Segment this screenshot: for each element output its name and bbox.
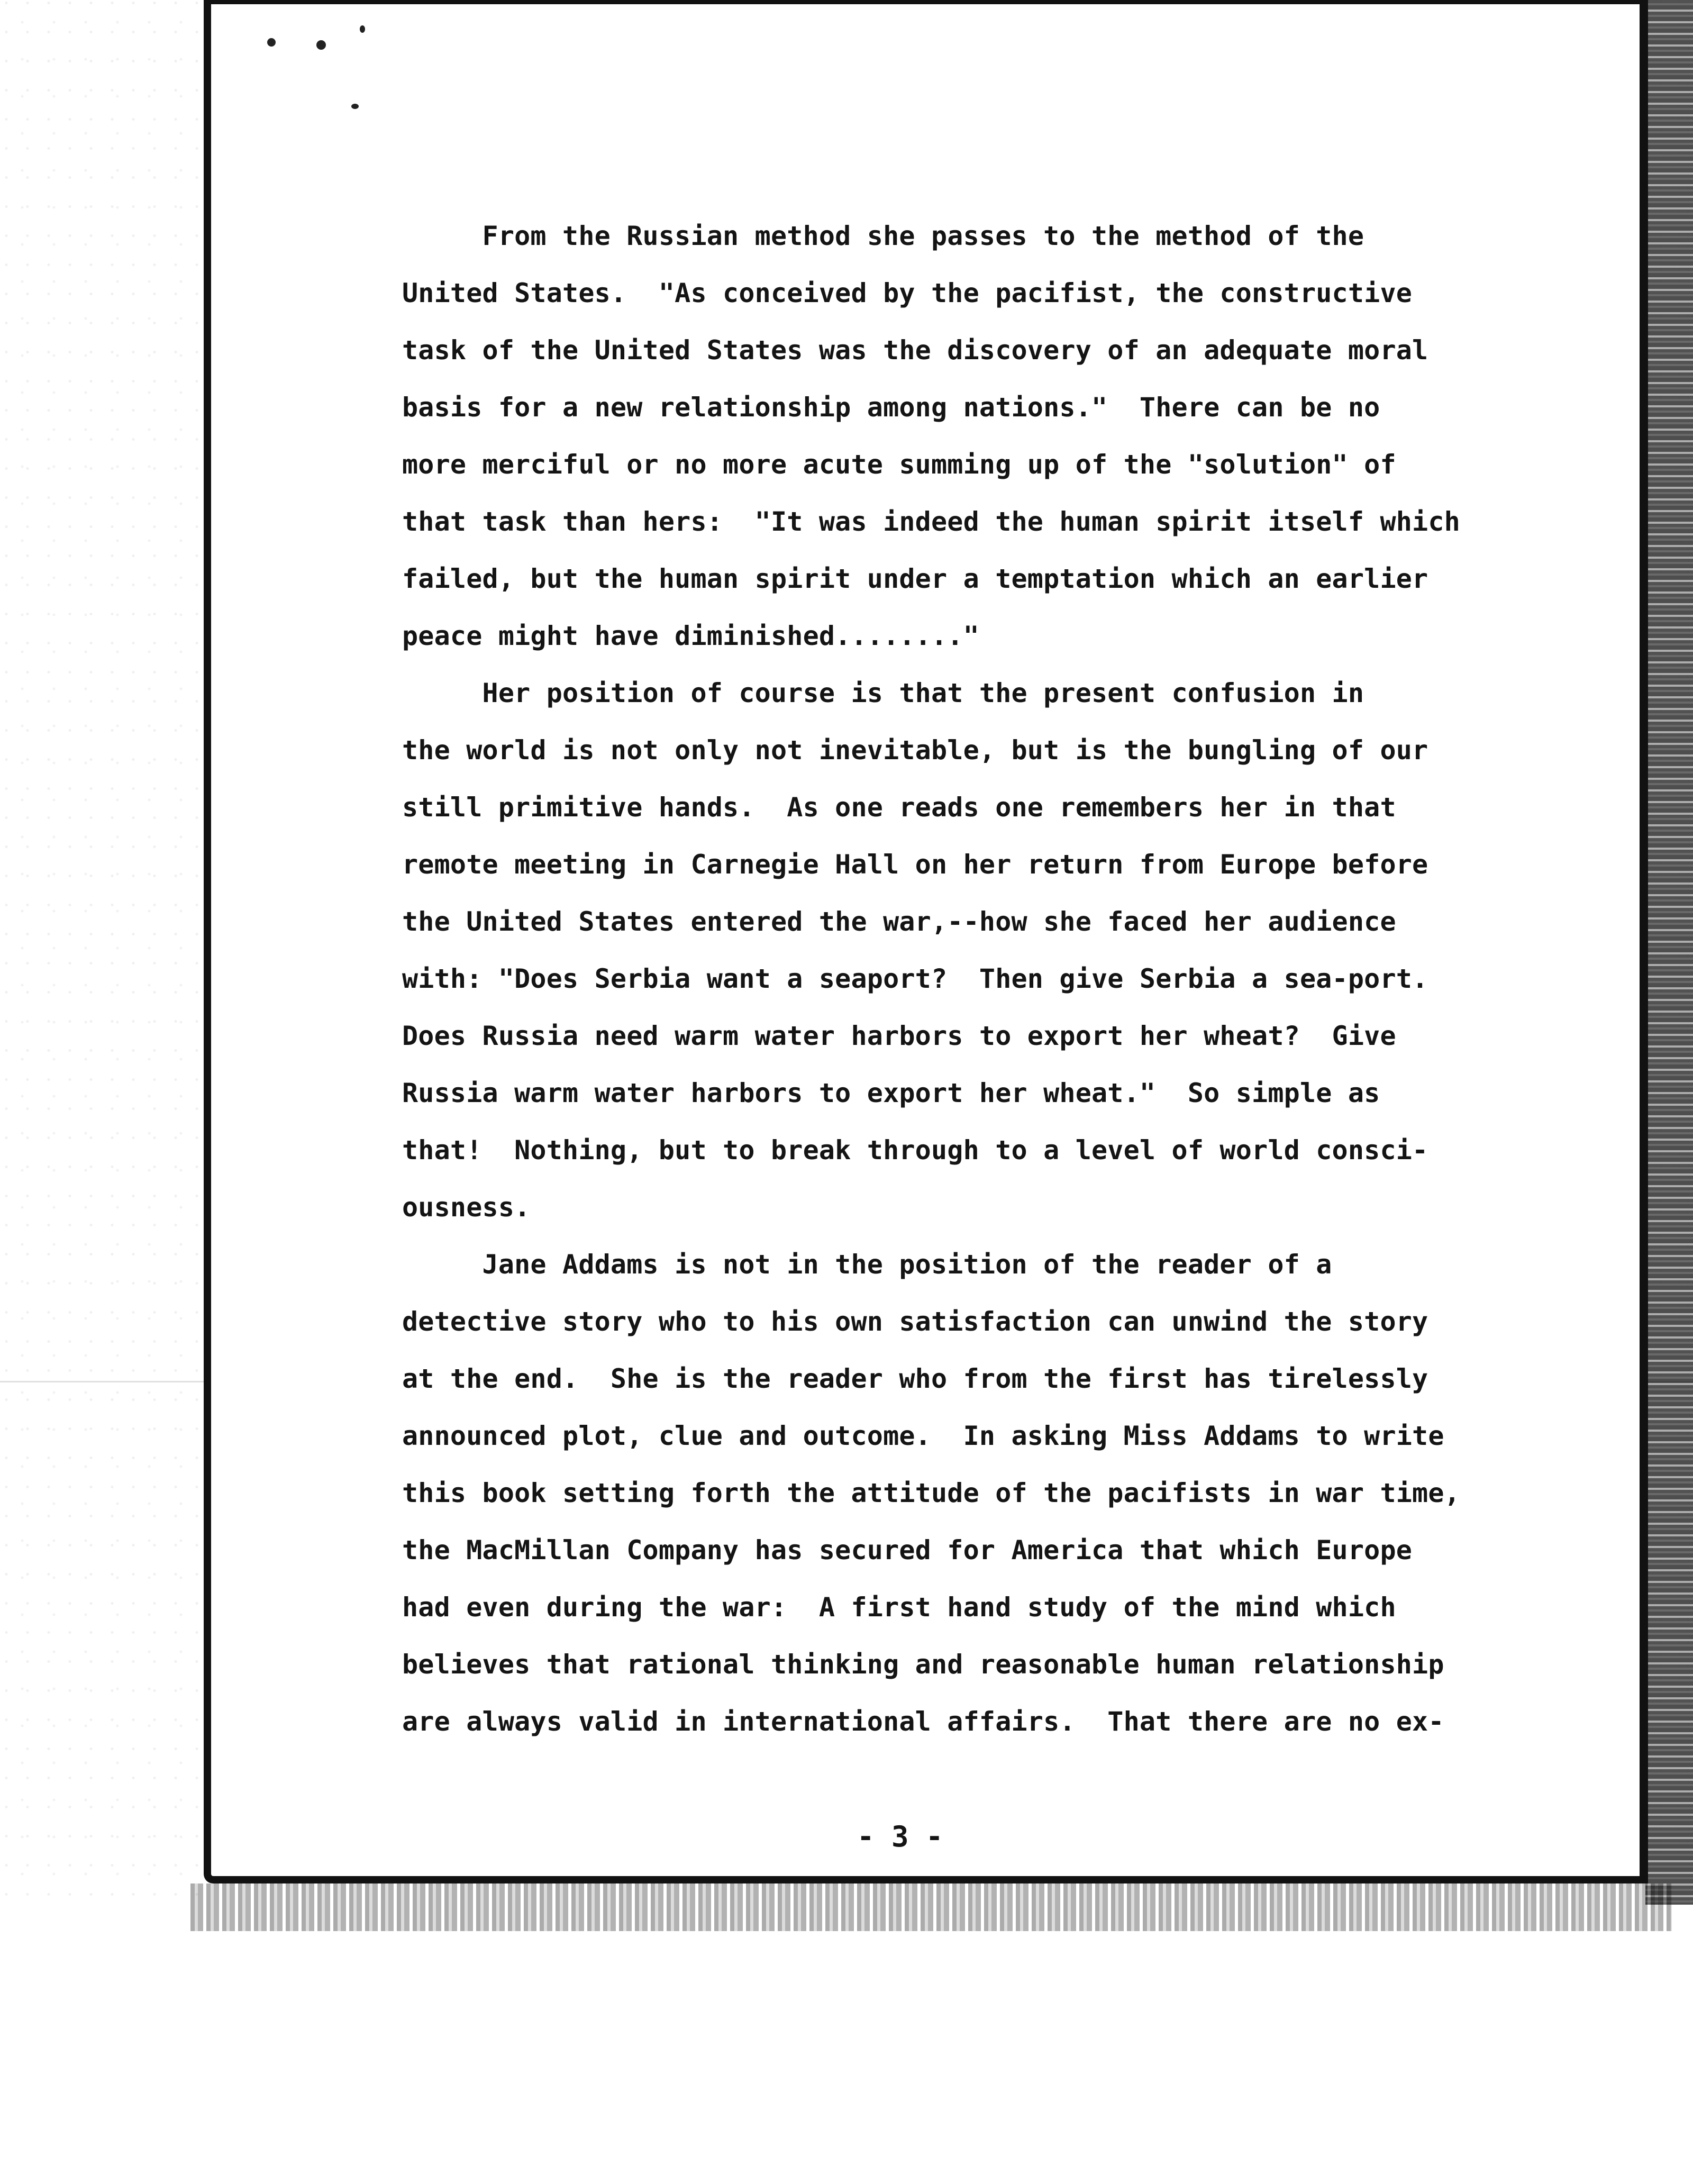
text-line: From the Russian method she passes to the method of the [402, 221, 1364, 251]
text-line: peace might have diminished........" [402, 621, 979, 651]
text-line: that task than hers: "It was indeed the human spirit itself which [402, 506, 1460, 537]
text-line: at the end. She is the reader who from the first has tirelessly [402, 1363, 1428, 1394]
page-number: - 3 - [857, 1820, 943, 1853]
text-line: the world is not only not inevitable, but is the bungling of our [402, 735, 1428, 766]
text-line: are always valid in international affairs. That there are no ex- [402, 1706, 1444, 1737]
text-line: announced plot, clue and outcome. In asking Miss Addams to write [402, 1421, 1444, 1451]
text-line: the MacMillan Company has secured for America that which Europe [402, 1535, 1413, 1566]
text-line: detective story who to his own satisfaction can unwind the story [402, 1306, 1428, 1337]
ink-speck [316, 40, 326, 50]
text-line: Jane Addams is not in the position of the reader of a [402, 1249, 1332, 1280]
text-line: task of the United States was the discovery of an adequate moral [402, 335, 1428, 366]
text-line: basis for a new relationship among nations." There can be no [402, 392, 1380, 423]
text-line: still primitive hands. As one reads one remembers her in that [402, 792, 1396, 823]
text-line: Her position of course is that the present confusion in [402, 678, 1364, 708]
text-line: United States. "As conceived by the pacifist, the constructive [402, 278, 1413, 308]
text-line: that! Nothing, but to break through to a level of world consci- [402, 1135, 1428, 1166]
scan-edge-right [1645, 0, 1693, 1905]
typed-text-body [402, 207, 1524, 1750]
ink-speck [351, 104, 359, 109]
text-line: failed, but the human spirit under a temptation which an earlier [402, 563, 1428, 594]
text-line: believes that rational thinking and reasonable human relationship [402, 1649, 1444, 1680]
text-line: the United States entered the war,--how she faced her audience [402, 906, 1396, 937]
text-line: remote meeting in Carnegie Hall on her return from Europe before [402, 849, 1428, 880]
text-line: more merciful or no more acute summing up of the "solution" of [402, 449, 1396, 480]
ink-speck [360, 25, 365, 33]
text-line: this book setting forth the attitude of the pacifists in war time, [402, 1478, 1460, 1508]
text-line: with: "Does Serbia want a seaport? Then give Serbia a sea-port. [402, 963, 1428, 994]
scan-background-left [0, 0, 204, 1905]
text-line: Russia warm water harbors to export her wheat." So simple as [402, 1078, 1380, 1108]
ink-speck [267, 38, 276, 47]
text-line: had even during the war: A first hand study of the mind which [402, 1592, 1396, 1623]
scan-edge-bottom [190, 1883, 1672, 1931]
text-line: ousness. [402, 1192, 531, 1223]
text-line: Does Russia need warm water harbors to export her wheat? Give [402, 1021, 1396, 1051]
